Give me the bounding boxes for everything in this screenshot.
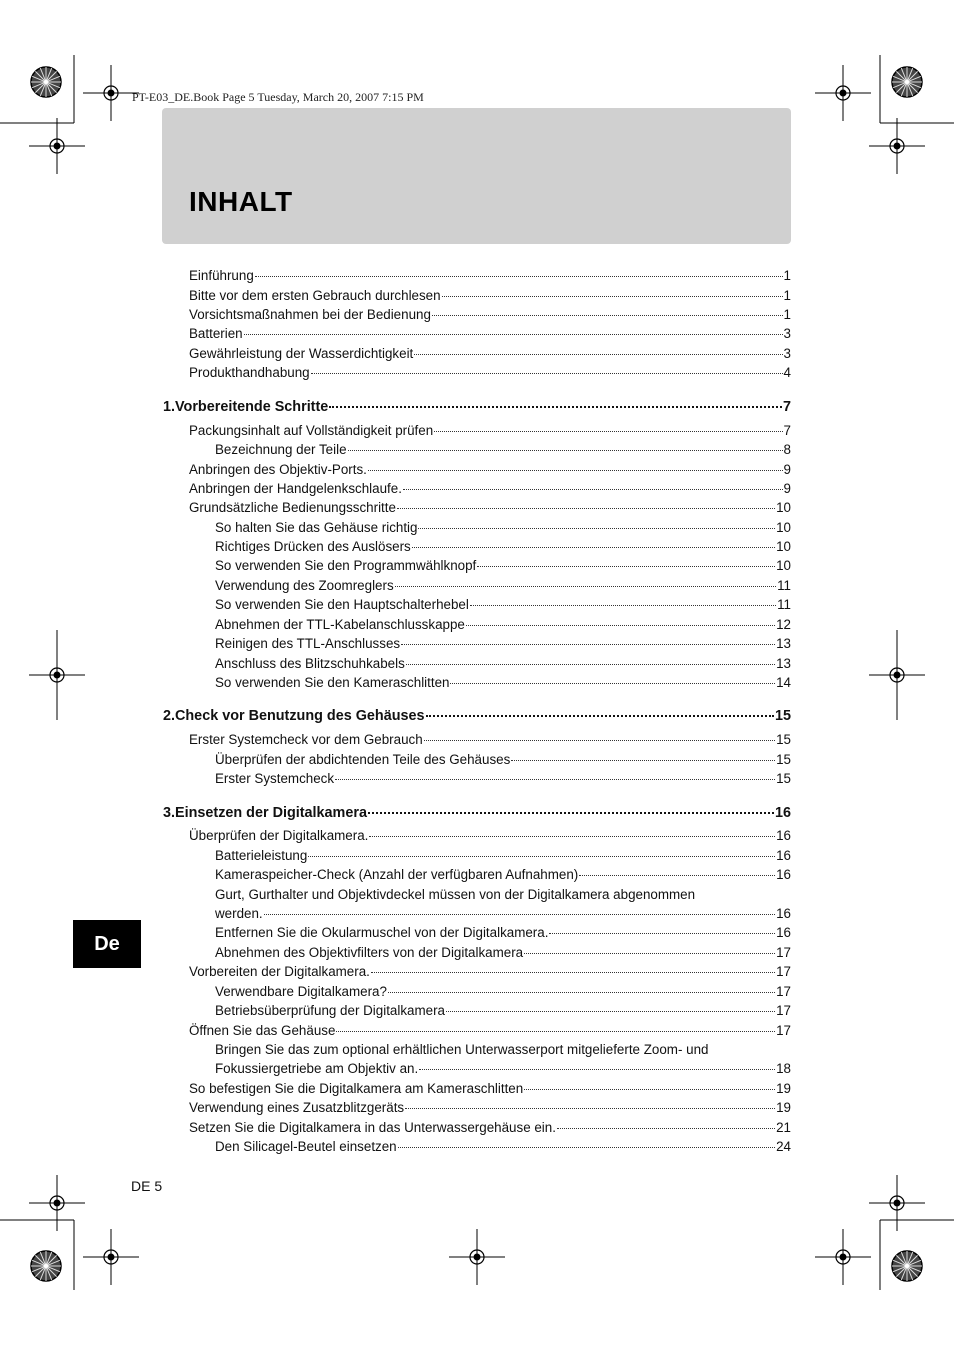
toc-chapter[interactable] xyxy=(163,804,791,823)
dot-leader xyxy=(524,953,775,954)
toc-entry[interactable] xyxy=(189,286,791,305)
toc-label: Reinigen des TTL-Anschlusses xyxy=(215,636,401,651)
dot-leader xyxy=(432,315,783,316)
toc-label: Öffnen Sie das Gehäuse xyxy=(189,1023,336,1038)
toc-label: Entfernen Sie die Okularmuschel von der Digitalkamera. xyxy=(215,925,549,940)
toc-subentry[interactable] xyxy=(215,595,791,614)
toc-subentry-first-line[interactable]: Gurt, Gurthalter und Objektivdeckel müssen von der Digitalkamera abgenommen xyxy=(215,887,696,902)
toc-label: Erster Systemcheck vor dem Gebrauch xyxy=(189,732,423,747)
toc-subentry[interactable] xyxy=(215,576,791,595)
dot-leader xyxy=(419,1069,775,1070)
toc-label: So verwenden Sie den Kameraschlitten xyxy=(215,675,450,690)
toc-page: 17 xyxy=(776,964,791,979)
toc-label: Bezeichnung der Teile xyxy=(215,442,347,457)
toc-subentry[interactable] xyxy=(215,615,791,634)
toc-label: Erster Systemcheck xyxy=(215,771,335,786)
print-slug: PT-E03_DE.Book Page 5 Tuesday, March 20, 2007 7:15 PM xyxy=(132,90,424,104)
dot-leader xyxy=(477,566,775,567)
toc-label: So befestigen Sie die Digitalkamera am Kameraschlitten xyxy=(189,1081,524,1096)
page-title: INHALT xyxy=(189,186,293,217)
toc-subentry[interactable] xyxy=(215,1001,791,1020)
toc-chapter[interactable] xyxy=(163,707,791,726)
toc-page: 8 xyxy=(783,442,791,457)
toc-page: 7 xyxy=(783,423,791,438)
toc-label: Gewährleistung der Wasserdichtigkeit xyxy=(189,346,414,361)
dot-leader xyxy=(397,508,775,509)
toc-subentry[interactable] xyxy=(215,904,791,923)
toc-label: Batterien xyxy=(189,326,243,341)
toc-label: Bitte vor dem ersten Gebrauch durchlesen xyxy=(189,288,441,303)
toc-label: So verwenden Sie den Programmwählknopf xyxy=(215,558,477,573)
dot-leader xyxy=(369,836,775,837)
dot-leader xyxy=(426,715,774,717)
toc-label: So halten Sie das Gehäuse richtig xyxy=(215,520,418,535)
dot-leader xyxy=(398,1147,775,1148)
toc-entry[interactable] xyxy=(189,479,791,498)
dot-leader xyxy=(348,450,783,451)
dot-leader xyxy=(335,779,775,780)
toc-label: Vorsichtsmaßnahmen bei der Bedienung xyxy=(189,307,431,322)
toc-page: 11 xyxy=(777,578,791,593)
toc-page: 1 xyxy=(783,307,791,322)
toc-label: Verwendung eines Zusatzblitzgeräts xyxy=(189,1100,405,1115)
toc-entry[interactable] xyxy=(189,460,791,479)
toc-entry[interactable] xyxy=(189,421,791,440)
toc-entry[interactable] xyxy=(189,730,791,749)
dot-leader xyxy=(255,276,783,277)
toc-page: 10 xyxy=(776,520,791,535)
toc-entry[interactable] xyxy=(189,344,791,363)
dot-leader xyxy=(557,1128,775,1129)
toc-page: 17 xyxy=(776,984,791,999)
toc-label: Vorbereiten der Digitalkamera. xyxy=(189,964,370,979)
toc-label: Betriebsüberprüfung der Digitalkamera xyxy=(215,1003,445,1018)
toc-subentry[interactable] xyxy=(215,982,791,1001)
toc-entry[interactable] xyxy=(189,1118,791,1137)
toc-page: 24 xyxy=(776,1139,791,1154)
toc-label: werden. xyxy=(215,906,263,921)
toc-page: 9 xyxy=(783,462,791,477)
toc-subentry[interactable] xyxy=(215,654,791,673)
toc-page: 21 xyxy=(776,1120,791,1135)
toc-entry[interactable] xyxy=(189,826,791,845)
dot-leader xyxy=(450,683,775,684)
chapter-page: 7 xyxy=(782,399,791,415)
toc-page: 17 xyxy=(776,1023,791,1038)
toc-label: Überprüfen der Digitalkamera. xyxy=(189,828,369,843)
toc-label: Kameraspeicher-Check (Anzahl der verfügbaren Aufnahmen) xyxy=(215,867,579,882)
dot-leader xyxy=(368,470,783,471)
toc-page: 16 xyxy=(776,867,791,882)
chapter-page: 15 xyxy=(774,708,791,724)
dot-leader xyxy=(549,933,775,934)
dot-leader xyxy=(412,547,775,548)
dot-leader xyxy=(401,644,775,645)
dot-leader xyxy=(371,972,775,973)
dot-leader xyxy=(470,605,776,606)
toc-subentry-first-line[interactable]: Bringen Sie das zum optional erhältlichen Unterwasserport mitgelieferte Zoom- und xyxy=(215,1042,709,1057)
toc-subentry[interactable] xyxy=(215,556,791,575)
toc-label: Überprüfen der abdichtenden Teile des Gehäuses xyxy=(215,752,511,767)
toc-chapter[interactable] xyxy=(163,398,791,417)
toc-entry[interactable] xyxy=(189,363,791,382)
dot-leader xyxy=(329,406,782,408)
toc-page: 4 xyxy=(783,365,791,380)
toc-label: Produkthandhabung xyxy=(189,365,310,380)
toc-label: So verwenden Sie den Hauptschalterhebel xyxy=(215,597,469,612)
toc-label: Richtiges Drücken des Auslösers xyxy=(215,539,411,554)
toc-page: 11 xyxy=(777,597,791,612)
toc-page: 15 xyxy=(776,771,791,786)
toc-label: Fokussiergetriebe am Objektiv an. xyxy=(215,1061,419,1076)
toc-entry[interactable] xyxy=(189,1079,791,1098)
toc-label: Verwendung des Zoomreglers xyxy=(215,578,394,593)
chapter-title: 1.Vorbereitende Schritte xyxy=(163,399,329,415)
toc-entry[interactable] xyxy=(189,1098,791,1117)
toc-entry[interactable] xyxy=(189,1021,791,1040)
toc-page: 3 xyxy=(783,346,791,361)
toc-label: Batterieleistung xyxy=(215,848,308,863)
dot-leader xyxy=(244,334,783,335)
toc-subentry[interactable] xyxy=(215,537,791,556)
dot-leader xyxy=(511,760,775,761)
toc-page: 19 xyxy=(776,1100,791,1115)
toc-page: 1 xyxy=(783,268,791,283)
dot-leader xyxy=(308,856,775,857)
toc-label: Den Silicagel-Beutel einsetzen xyxy=(215,1139,397,1154)
toc-label: Grundsätzliche Bedienungsschritte xyxy=(189,500,396,515)
dot-leader xyxy=(466,625,775,626)
toc-page: 10 xyxy=(776,539,791,554)
dot-leader xyxy=(311,373,783,374)
toc-label: Setzen Sie die Digitalkamera in das Unterwassergehäuse ein. xyxy=(189,1120,556,1135)
toc-subentry[interactable] xyxy=(215,673,791,692)
toc-page: 10 xyxy=(776,500,791,515)
toc-page: 15 xyxy=(776,732,791,747)
toc-subentry[interactable] xyxy=(215,846,791,865)
dot-leader xyxy=(579,875,775,876)
dot-leader xyxy=(336,1031,775,1032)
toc-subentry[interactable] xyxy=(215,440,791,459)
toc-subentry[interactable] xyxy=(215,634,791,653)
toc-page: 19 xyxy=(776,1081,791,1096)
dot-leader xyxy=(388,992,775,993)
toc-subentry[interactable] xyxy=(215,1059,791,1078)
toc-subentry[interactable] xyxy=(215,923,791,942)
toc-label: Anbringen der Handgelenkschlaufe. xyxy=(189,481,402,496)
toc-page: 12 xyxy=(776,617,791,632)
toc-label: Anbringen des Objektiv-Ports. xyxy=(189,462,367,477)
toc-page: 16 xyxy=(776,828,791,843)
toc-page: 3 xyxy=(783,326,791,341)
toc-entry[interactable] xyxy=(189,962,791,981)
toc-page: 17 xyxy=(776,1003,791,1018)
toc-subentry[interactable] xyxy=(215,750,791,769)
dot-leader xyxy=(424,740,775,741)
toc-subentry[interactable] xyxy=(215,943,791,962)
dot-leader xyxy=(418,528,775,529)
toc-subentry[interactable] xyxy=(215,865,791,884)
toc-page: 14 xyxy=(776,675,791,690)
toc-entry[interactable] xyxy=(189,266,791,285)
chapter-title: 2.Check vor Benutzung des Gehäuses xyxy=(163,708,425,724)
dot-leader xyxy=(403,489,783,490)
toc-page: 18 xyxy=(776,1061,791,1076)
toc-page: 15 xyxy=(776,752,791,767)
toc-entry[interactable] xyxy=(189,305,791,324)
dot-leader xyxy=(414,354,782,355)
toc-label: Abnehmen der TTL-Kabelanschlusskappe xyxy=(215,617,465,632)
toc-subentry[interactable] xyxy=(215,769,791,788)
dot-leader xyxy=(524,1089,775,1090)
dot-leader xyxy=(442,296,783,297)
toc-label: Abnehmen des Objektivfilters von der Digitalkamera xyxy=(215,945,524,960)
toc-label: Verwendbare Digitalkamera? xyxy=(215,984,387,999)
dot-leader xyxy=(395,586,776,587)
toc-label: Anschluss des Blitzschuhkabels xyxy=(215,656,405,671)
dot-leader xyxy=(446,1011,775,1012)
dot-leader xyxy=(406,664,775,665)
toc-page: 13 xyxy=(776,656,791,671)
page-number: DE 5 xyxy=(131,1178,163,1194)
toc-subentry[interactable] xyxy=(215,1137,791,1156)
toc-page: 16 xyxy=(776,848,791,863)
toc-page: 16 xyxy=(776,925,791,940)
dot-leader xyxy=(434,431,782,432)
language-tab: De xyxy=(73,920,141,968)
toc-page: 17 xyxy=(776,945,791,960)
toc-page: 16 xyxy=(776,906,791,921)
toc-page: 10 xyxy=(776,558,791,573)
chapter-page: 16 xyxy=(774,805,791,821)
dot-leader xyxy=(264,914,775,915)
toc-page: 9 xyxy=(783,481,791,496)
toc-subentry[interactable] xyxy=(215,518,791,537)
toc-entry[interactable] xyxy=(189,498,791,517)
dot-leader xyxy=(405,1108,775,1109)
toc-label: Packungsinhalt auf Vollständigkeit prüfen xyxy=(189,423,434,438)
chapter-title: 3.Einsetzen der Digitalkamera xyxy=(163,805,367,821)
toc-entry[interactable] xyxy=(189,324,791,343)
toc-label: Einführung xyxy=(189,268,254,283)
toc-page: 1 xyxy=(783,288,791,303)
toc-page: 13 xyxy=(776,636,791,651)
dot-leader xyxy=(368,812,774,814)
